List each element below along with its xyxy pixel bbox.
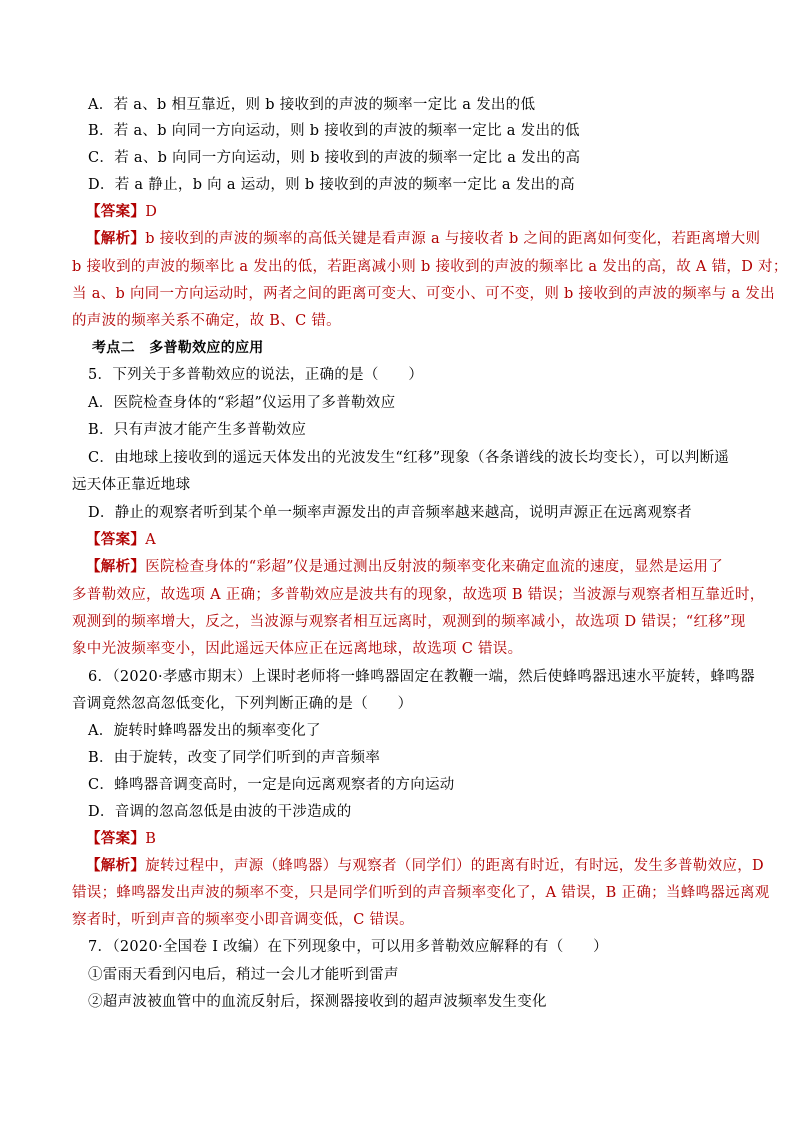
q6-option-b: B．由于旋转，改变了同学们听到的声音频率 (88, 750, 381, 766)
q7-item-1: ①雷雨天看到闪电后，稍过一会儿才能听到雷声 (88, 967, 399, 983)
answer-value: D (145, 204, 158, 220)
q4-explain-line-3: 当 a、b 向同一方向运动时，两者之间的距离可变大、可变小、可不变，则 b 接收到的声波的频率与 a 发出 (72, 286, 775, 302)
q6-option-c: C．蜂鸣器音调变高时，一定是向远离观察者的方向运动 (88, 777, 455, 793)
answer-value: B (145, 831, 157, 847)
q4-option-d: D．若 a 静止，b 向 a 运动，则 b 接收到的声波的频率一定比 a 发出的高 (88, 177, 575, 193)
q7-stem: 7．（2020·全国卷 I 改编）在下列现象中，可以用多普勒效应解释的有（ ） (88, 939, 608, 955)
explain-tag: 【解析】 (86, 857, 146, 874)
explain-text: 医院检查身体的“彩超”仪是通过测出反射波的频率变化来确定血流的速度，显然是运用了 (145, 559, 724, 575)
explain-text: 旋转过程中，声源（蜂鸣器）与观察者（同学们）的距离有时近，有时远，发生多普勒效应，D (145, 858, 764, 874)
q6-explain-line-2: 错误；蜂鸣器发出声波的频率不变，只是同学们听到的声音频率变化了，A 错误，B 正确；当蜂鸣器远离观 (72, 885, 770, 901)
answer-tag: 【答案】 (86, 203, 146, 220)
q6-stem-line-2: 音调竟然忽高忽低变化，下列判断正确的是（ ） (72, 696, 413, 712)
q6-explain-line-3: 察者时，听到声音的频率变小即音调变低，C 错误。 (72, 912, 414, 928)
q5-option-a: A．医院检查身体的“彩超”仪运用了多普勒效应 (88, 395, 396, 411)
q4-explain-line-4: 的声波的频率关系不确定，故 B、C 错。 (72, 313, 341, 329)
q5-option-d: D．静止的观察者听到某个单一频率声源发出的声音频率越来越高，说明声源正在远离观察者 (88, 505, 692, 521)
q5-explain-line-1 (0, 557, 794, 577)
q5-option-b: B．只有声波才能产生多普勒效应 (88, 422, 307, 438)
q4-answer (0, 202, 794, 222)
q4-explain-line-1 (0, 229, 794, 249)
q6-answer (0, 829, 794, 849)
answer-tag: 【答案】 (86, 531, 146, 548)
q6-explain-line-1 (0, 856, 794, 876)
explain-tag: 【解析】 (86, 558, 146, 575)
q5-option-c: C．由地球上接收到的遥远天体发出的光波发生“红移”现象（各条谱线的波长均变长），可以判断遥 (88, 450, 730, 466)
explain-text: b 接收到的声波的频率的高低关键是看声源 a 与接收者 b 之间的距离如何变化，若距离增大则 (145, 231, 761, 247)
q5-option-c-cont: 远天体正靠近地球 (72, 477, 191, 493)
q5-explain-line-3: 观测到的频率增大，反之，当波源与观察者相互远离时，观测到的频率减小，故选项 D 错误；“红移”现 (72, 614, 746, 630)
answer-tag: 【答案】 (86, 830, 146, 847)
explain-tag: 【解析】 (86, 230, 146, 247)
q6-stem-line-1: 6．（2020·孝感市期末）上课时老师将一蜂鸣器固定在教鞭一端，然后使蜂鸣器迅速水平旋转，蜂鸣器 (88, 669, 755, 685)
section-heading: 考点二 多普勒效应的应用 (92, 340, 264, 356)
q5-explain-line-4: 象中光波频率变小，因此遥远天体应正在远离地球，故选项 C 错误。 (72, 641, 523, 657)
q7-item-2: ②超声波被血管中的血流反射后，探测器接收到的超声波频率发生变化 (88, 994, 547, 1010)
answer-value: A (145, 532, 156, 548)
q6-option-d: D．音调的忽高忽低是由波的干涉造成的 (88, 804, 352, 820)
q4-option-b: B．若 a、b 向同一方向运动，则 b 接收到的声波的频率一定比 a 发出的低 (88, 123, 580, 139)
q4-explain-line-2: b 接收到的声波的频率比 a 发出的低，若距离减小则 b 接收到的声波的频率比 a 发出的高，故 A 错，D 对； (72, 259, 788, 275)
q6-option-a: A．旋转时蜂鸣器发出的频率变化了 (88, 723, 321, 739)
q5-stem: 5．下列关于多普勒效应的说法，正确的是（ ） (88, 367, 424, 383)
q5-explain-line-2: 多普勒效应，故选项 A 正确；多普勒效应是波共有的现象，故选项 B 错误；当波源与观察者相互靠近时， (72, 587, 765, 603)
q4-option-c: C．若 a、b 向同一方向运动，则 b 接收到的声波的频率一定比 a 发出的高 (88, 150, 581, 166)
q5-answer (0, 530, 794, 550)
q4-option-a: A．若 a、b 相互靠近，则 b 接收到的声波的频率一定比 a 发出的低 (88, 97, 536, 113)
